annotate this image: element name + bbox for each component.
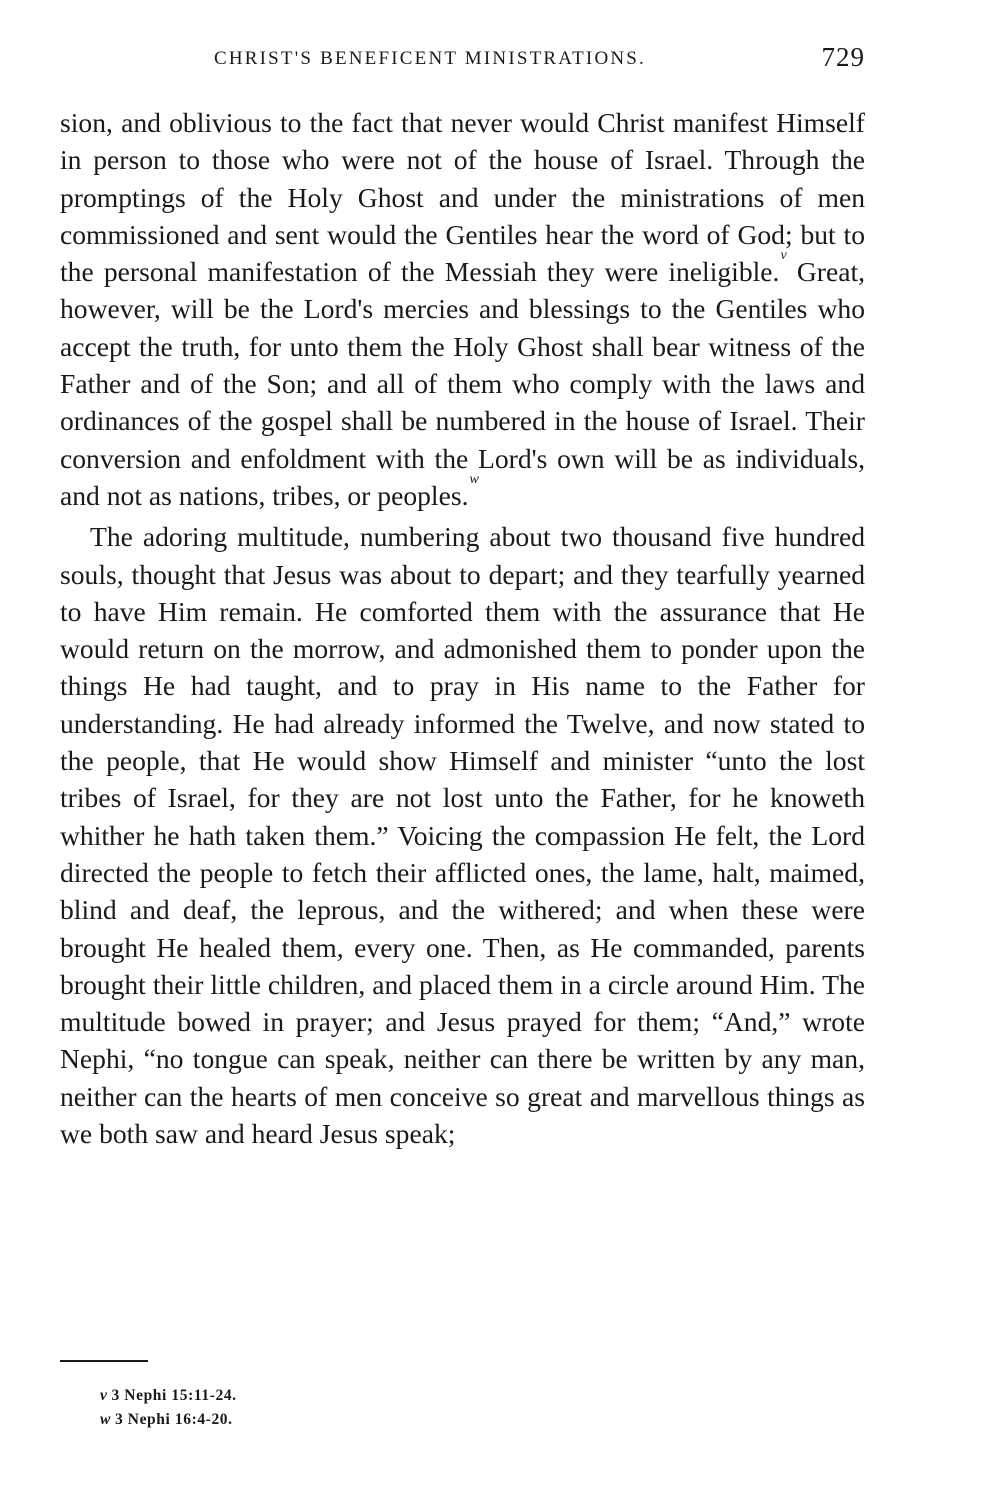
footnote-v bbox=[100, 1384, 237, 1408]
footnote-ref-w: w bbox=[469, 471, 479, 487]
paragraph-text: Great, however, will be the Lord's mercies and blessings to the Gentiles who accept the truth, for unto them the Holy Ghost shall bear witness of the Father and of the Son; and all of them who comply with the laws and ordinances of the gospel shall be numbered in the house of Israel. Their conversion and enfoldment with the Lord's own will be as individuals, and not as nations, tribes, or peoples. bbox=[60, 256, 866, 511]
running-title: CHRIST'S BENEFICENT MINISTRATIONS. bbox=[213, 48, 647, 69]
footnote-mark: w bbox=[100, 1411, 111, 1428]
running-head bbox=[60, 40, 865, 80]
paragraph-text: sion, and oblivious to the fact that never would Christ manifest Himself in person to those who were not of the house of Israel. Through the promptings of the Holy Ghost and under the ministrations of men commissioned and sent would the Gentiles hear the word of God; but to the personal manifestation of the Messiah they were ineligible. bbox=[60, 107, 865, 288]
footnote-divider bbox=[60, 1360, 148, 1362]
body-text bbox=[60, 104, 865, 1152]
paragraph-continued bbox=[60, 104, 865, 514]
footnote-text: 3 Nephi 15:11-24. bbox=[111, 1387, 237, 1404]
page-number: 729 bbox=[821, 42, 865, 72]
footnote-mark: v bbox=[100, 1387, 108, 1404]
footnote-text: 3 Nephi 16:4-20. bbox=[114, 1411, 233, 1428]
footnote-w bbox=[100, 1408, 237, 1432]
footnote-ref-v: v bbox=[780, 248, 787, 264]
footnotes bbox=[100, 1384, 237, 1432]
paragraph: The adoring multitude, numbering about two thousand five hundred souls, thought that Jesus was about to depart; and they tearfully yearned to have Him remain. He comforted them with the assurance that He would return on the morrow, and admonished them to ponder upon the things He had taught, and to pray in His name to the Father for understanding. He had already informed the Twelve, and now stated to the people, that He would show Himself and minister “unto the lost tribes of Israel, for they are not lost unto the Father, for he knoweth whither he hath taken them.” Voicing the compassion He felt, the Lord directed the people to fetch their afflicted ones, the lame, halt, maimed, blind and deaf, the leprous, and the withered; and when these were brought He healed them, every one. Then, as He commanded, parents brought their little children, and placed them in a circle around Him. The multitude bowed in prayer; and Jesus prayed for them; “And,” wrote Nephi, “no tongue can speak, neither can there be written by any man, neither can the hearts of men conceive so great and marvellous things as we both saw and heard Jesus speak; bbox=[60, 521, 865, 1150]
